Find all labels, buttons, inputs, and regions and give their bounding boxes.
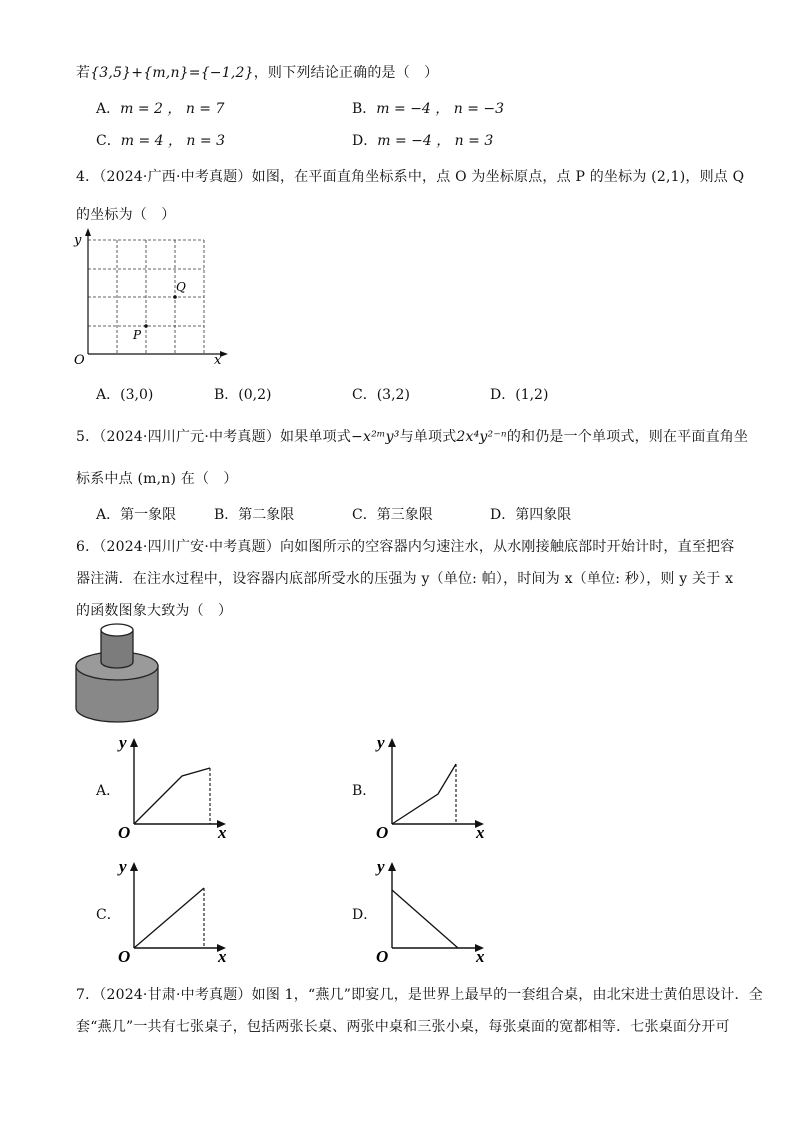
q6-graph-c (116, 856, 236, 966)
q5-monomial-1: −x²ᵐy³ (351, 429, 400, 445)
option-letter: C． (96, 133, 121, 149)
option-text: m = 2 ， n = 7 (120, 101, 225, 117)
q3-stem-suffix: ，则下列结论正确的是（ ） (253, 65, 439, 81)
point-q (173, 295, 177, 299)
axis-origin-label: O (376, 823, 389, 842)
option-letter: B． (214, 507, 239, 523)
q6-stem-line1: 6．（2024·四川广安·中考真题）向如图所示的空容器内匀速注水，从水刚接触底部时开始计时，直至把容 (76, 539, 735, 555)
q5-option-a (96, 504, 176, 524)
q5-stem-line1 (76, 426, 748, 446)
q6-graph-d (374, 856, 494, 966)
option-text: 第二象限 (238, 507, 295, 523)
q6-stem-line2: 器注满．在注水过程中，设容器内底部所受水的压强为 y（单位: 帕），时间为 x（单位: 秒），则 y 关于 x (76, 571, 734, 587)
graph-d-curve (392, 890, 458, 948)
q7-stem-line1: 7．（2024·甘肃·中考真题）如图 1，“燕几”即宴几，是世界上最早的一套组合桌，由北宋进士黄伯思设计．全 (76, 987, 763, 1003)
grid-lines (88, 240, 204, 354)
q5-text-b: 与单项式 (399, 429, 457, 445)
q3-option-a (96, 98, 224, 118)
option-text: 第四象限 (515, 507, 572, 523)
option-letter: A． (96, 507, 121, 523)
option-text: (3,2) (376, 387, 410, 403)
option-letter: B． (352, 101, 377, 117)
q7-stem-line2: 套“燕几”一共有七张桌子，包括两张长桌、两张中桌和三张小桌，每张桌面的宽都相等．七张桌面分开可 (76, 1019, 730, 1035)
x-axis-label: x (214, 353, 222, 368)
option-text: 第一象限 (120, 507, 177, 523)
option-text: m = −4 ， n = −3 (376, 101, 505, 117)
graph-c-curve (134, 888, 204, 948)
axis-y-label: y (377, 733, 385, 752)
axis-origin-label: O (118, 947, 131, 966)
q3-set-expression: {3,5}+{m,n}={−1,2} (90, 65, 254, 81)
q3-stem (76, 62, 438, 82)
y-axis-label: y (74, 233, 82, 248)
q5-stem-line2: 标系中点 (m,n) 在（ ） (76, 471, 238, 487)
q4-option-d (490, 384, 548, 404)
q4-option-c (352, 384, 410, 404)
option-letter: D． (490, 507, 516, 523)
axis-x-label: x (476, 947, 485, 966)
axis-x-label: x (218, 823, 227, 842)
option-letter: C． (352, 507, 377, 523)
point-p-label: P (133, 328, 142, 342)
q5-text-c: 的和仍是一个单项式，则在平面直角坐 (506, 429, 749, 445)
q4-grid-figure (70, 228, 230, 368)
q6-graph-a (116, 732, 236, 842)
axis-y-label: y (377, 857, 385, 876)
option-letter: A． (96, 101, 121, 117)
q4-option-b (214, 384, 272, 404)
q5-option-b (214, 504, 294, 524)
q6-option-d-letter: D． (352, 907, 378, 923)
q3-stem-prefix: 若 (76, 65, 91, 81)
option-letter: B． (214, 387, 239, 403)
point-q-label: Q (176, 280, 186, 294)
axis-x-label: x (476, 823, 485, 842)
q3-option-b (352, 98, 504, 118)
axis-y-label: y (119, 857, 127, 876)
option-text: (1,2) (515, 387, 549, 403)
q5-monomial-2: 2x⁴y²⁻ⁿ (456, 429, 507, 445)
option-text: 第三象限 (376, 507, 433, 523)
axis-origin-label: O (376, 947, 389, 966)
q3-option-d (352, 130, 493, 150)
q5-option-d (490, 504, 571, 524)
q4-stem-line1: 4．（2024·广西·中考真题）如图，在平面直角坐标系中，点 O 为坐标原点，点 P 的坐标为 (2,1)，则点 Q (76, 169, 745, 185)
y-axis-arrow (85, 228, 91, 236)
origin-label: O (74, 353, 85, 368)
q4-stem-line2: 的坐标为（ ） (76, 207, 176, 223)
option-text: m = 4 ， n = 3 (120, 133, 225, 149)
option-letter: A． (96, 387, 121, 403)
q6-container-figure (74, 620, 160, 724)
q6-stem-line3: 的函数图象大致为（ ） (76, 603, 233, 619)
q5-option-c (352, 504, 433, 524)
q6-option-a-letter: A． (96, 783, 121, 799)
option-letter: C． (352, 387, 377, 403)
q5-text-a: 5．（2024·四川广元·中考真题）如果单项式 (76, 429, 352, 445)
container-neck-top (101, 624, 133, 636)
graph-a-curve (134, 768, 210, 824)
point-p (144, 324, 148, 328)
option-text: m = −4 ， n = 3 (377, 133, 494, 149)
axis-x-label: x (218, 947, 227, 966)
option-letter: D． (352, 133, 378, 149)
option-text: (0,2) (238, 387, 272, 403)
option-letter: D． (490, 387, 516, 403)
q6-option-b-letter: B． (352, 783, 377, 799)
q3-option-c (96, 130, 225, 150)
axis-origin-label: O (118, 823, 131, 842)
graph-b-curve (392, 764, 456, 824)
q6-option-c-letter: C． (96, 907, 121, 923)
q4-option-a (96, 384, 153, 404)
axis-y-label: y (119, 733, 127, 752)
q6-graph-b (374, 732, 494, 842)
option-text: (3,0) (120, 387, 154, 403)
